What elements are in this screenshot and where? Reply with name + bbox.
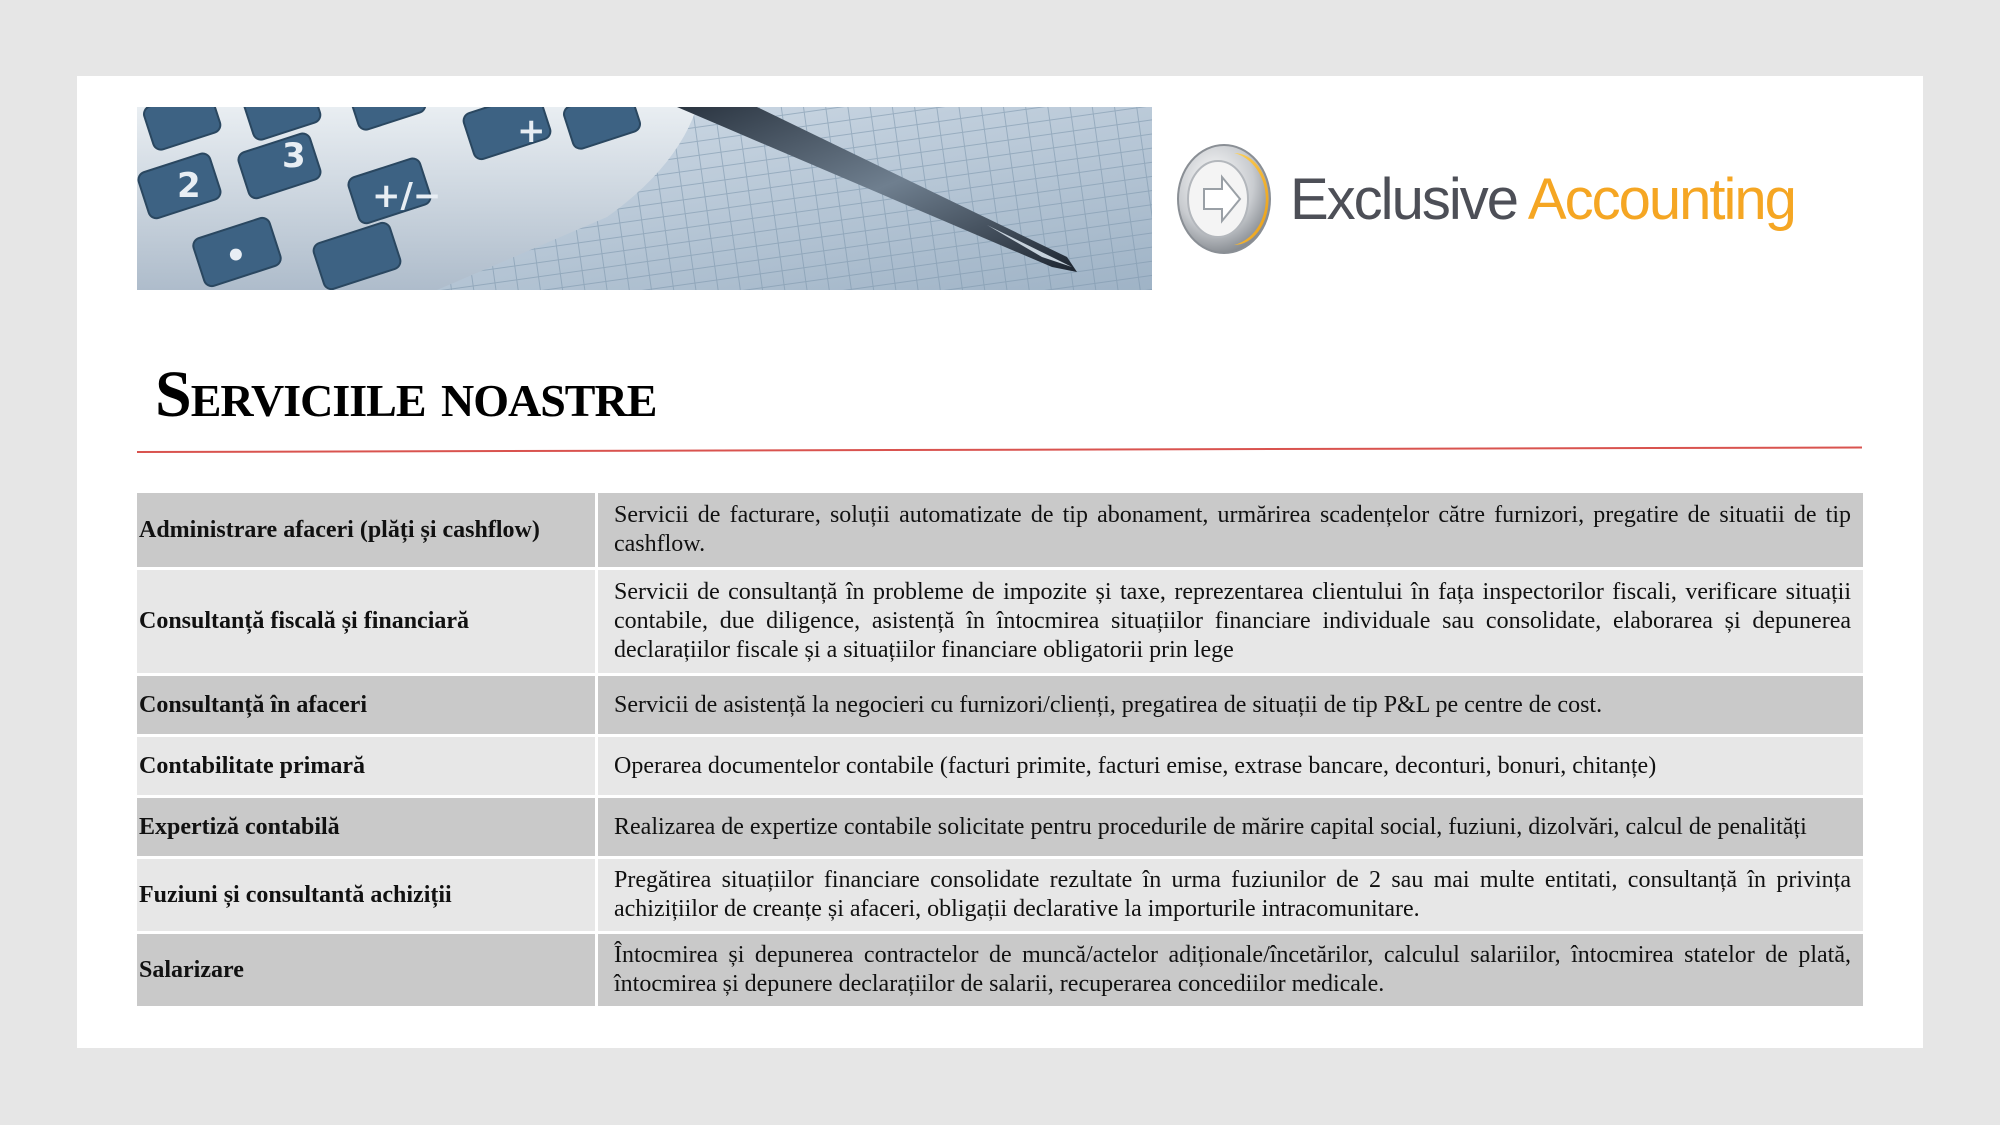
logo-word-exclusive: Exclusive xyxy=(1290,166,1517,232)
table-row xyxy=(137,493,1863,567)
page-title: Serviciile noastre xyxy=(155,358,657,431)
service-name: Expertiză contabilă xyxy=(137,798,595,856)
logo-word-accounting: Accounting xyxy=(1527,166,1795,232)
service-description: Realizarea de expertize contabile solicitate pentru procedurile de mărire capital social, fuziuni, dizolvări, calcul de penalități xyxy=(598,798,1863,856)
service-description: Servicii de consultanță în probleme de impozite și taxe, reprezentarea clientului în fața inspectorilor fiscali, verificare situații contabile, due diligence, asistență în întocmirea situațiilor financiare individuale sau consolidate, elaborarea și depunerea declarațiilor fiscale și a situațiilor financiare obligatorii prin lege xyxy=(598,570,1863,673)
service-name: Contabilitate primară xyxy=(137,737,595,795)
banner-image xyxy=(137,107,1152,290)
company-logo xyxy=(1174,134,1894,264)
title-divider xyxy=(137,446,1862,453)
table-row xyxy=(137,859,1863,931)
service-name: Administrare afaceri (plăți și cashflow) xyxy=(137,493,595,567)
table-row xyxy=(137,737,1863,795)
table-row xyxy=(137,934,1863,1006)
services-table xyxy=(137,493,1863,1006)
svg-text:+: + xyxy=(517,111,546,151)
svg-text:•: • xyxy=(225,236,247,276)
service-description: Servicii de asistență la negocieri cu furnizori/clienți, pregatirea de situații de tip P&L pe centre de cost. xyxy=(598,676,1863,734)
service-name: Salarizare xyxy=(137,934,595,1006)
service-description: Pregătirea situațiilor financiare consolidate rezultate în urma fuziunilor de 2 sau mai multe entitati, consultanță în privința achizițiilor de creanțe și afaceri, obligații declarative la importurile intracomunitare. xyxy=(598,859,1863,931)
table-row xyxy=(137,798,1863,856)
table-row xyxy=(137,676,1863,734)
svg-text:3: 3 xyxy=(282,136,306,176)
svg-text:+/−: +/− xyxy=(372,176,442,216)
logo-wordmark xyxy=(1290,166,1795,233)
service-name: Fuziuni și consultantă achiziții xyxy=(137,859,595,931)
calculator-pen-photo-icon xyxy=(137,107,1152,290)
service-description: Servicii de facturare, soluții automatizate de tip abonament, urmărirea scadențelor către furnizori, pregatire de situatii de tip cashflow. xyxy=(598,493,1863,567)
arrow-circle-icon xyxy=(1174,141,1278,257)
service-description: Operarea documentelor contabile (facturi primite, facturi emise, extrase bancare, deconturi, bonuri, chitanțe) xyxy=(598,737,1863,795)
slide xyxy=(77,76,1923,1048)
svg-text:2: 2 xyxy=(177,166,201,206)
service-description: Întocmirea și depunerea contractelor de muncă/actelor adiționale/încetărilor, calculul salariilor, întocmirea statelor de plată, întocmirea și depunere declarațiilor de salarii, recuperarea concediilor medicale. xyxy=(598,934,1863,1006)
service-name: Consultanță fiscală și financiară xyxy=(137,570,595,673)
service-name: Consultanță în afaceri xyxy=(137,676,595,734)
table-row xyxy=(137,570,1863,673)
